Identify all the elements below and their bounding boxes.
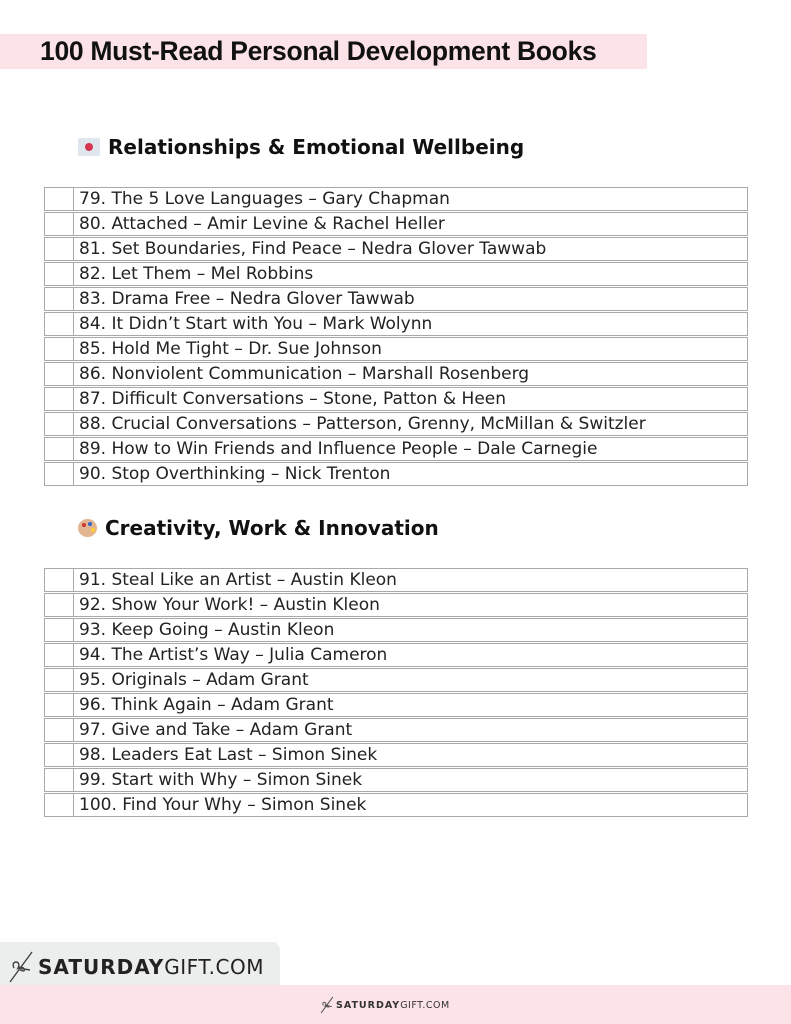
book-title: 100. Find Your Why – Simon Sinek xyxy=(73,793,748,817)
book-row xyxy=(44,212,748,236)
saturdaygift-logo-small[interactable]: SATURDAY GIFT.COM xyxy=(320,996,450,1014)
book-title: 85. Hold Me Tight – Dr. Sue Johnson xyxy=(73,337,748,361)
book-row xyxy=(44,412,748,436)
book-title: 90. Stop Overthinking – Nick Trenton xyxy=(73,462,748,486)
book-title: 93. Keep Going – Austin Kleon xyxy=(73,618,748,642)
book-title: 83. Drama Free – Nedra Glover Tawwab xyxy=(73,287,748,311)
checkbox[interactable] xyxy=(44,643,73,667)
book-row xyxy=(44,668,748,692)
book-row xyxy=(44,387,748,411)
book-row xyxy=(44,643,748,667)
book-title: 99. Start with Why – Simon Sinek xyxy=(73,768,748,792)
book-title: 88. Crucial Conversations – Patterson, Grenny, McMillan & Switzler xyxy=(73,412,748,436)
book-row xyxy=(44,337,748,361)
section-title: Creativity, Work & Innovation xyxy=(105,516,439,540)
book-row xyxy=(44,743,748,767)
book-title: 96. Think Again – Adam Grant xyxy=(73,693,748,717)
book-title: 86. Nonviolent Communication – Marshall Rosenberg xyxy=(73,362,748,386)
checkbox[interactable] xyxy=(44,568,73,592)
checkbox[interactable] xyxy=(44,593,73,617)
checkbox[interactable] xyxy=(44,618,73,642)
checkbox[interactable] xyxy=(44,337,73,361)
book-row xyxy=(44,262,748,286)
book-row xyxy=(44,568,748,592)
checkbox[interactable] xyxy=(44,412,73,436)
page-title: 100 Must-Read Personal Development Books xyxy=(40,36,597,66)
checkbox[interactable] xyxy=(44,793,73,817)
checkbox[interactable] xyxy=(44,768,73,792)
artist-palette-icon xyxy=(78,519,97,537)
section-heading-creativity xyxy=(78,516,439,540)
checkbox[interactable] xyxy=(44,387,73,411)
checkbox[interactable] xyxy=(44,718,73,742)
checkbox[interactable] xyxy=(44,187,73,211)
book-title: 97. Give and Take – Adam Grant xyxy=(73,718,748,742)
book-row xyxy=(44,718,748,742)
book-row xyxy=(44,362,748,386)
checkbox[interactable] xyxy=(44,743,73,767)
checkbox[interactable] xyxy=(44,462,73,486)
love-letter-icon xyxy=(78,138,100,156)
book-row xyxy=(44,187,748,211)
book-title: 94. The Artist’s Way – Julia Cameron xyxy=(73,643,748,667)
book-title: 89. How to Win Friends and Influence People – Dale Carnegie xyxy=(73,437,748,461)
book-row xyxy=(44,462,748,486)
book-title: 80. Attached – Amir Levine & Rachel Heller xyxy=(73,212,748,236)
checkbox[interactable] xyxy=(44,693,73,717)
book-row xyxy=(44,593,748,617)
checkbox[interactable] xyxy=(44,237,73,261)
checkbox[interactable] xyxy=(44,362,73,386)
book-checklist-relationships xyxy=(44,186,748,487)
checkbox[interactable] xyxy=(44,287,73,311)
saturdaygift-logo[interactable]: SATURDAY GIFT.COM xyxy=(8,950,264,984)
checkbox[interactable] xyxy=(44,668,73,692)
book-row xyxy=(44,618,748,642)
book-title: 84. It Didn’t Start with You – Mark Wolynn xyxy=(73,312,748,336)
book-row xyxy=(44,312,748,336)
book-title: 95. Originals – Adam Grant xyxy=(73,668,748,692)
checkbox[interactable] xyxy=(44,262,73,286)
section-heading-relationships xyxy=(78,135,524,159)
book-title: 87. Difficult Conversations – Stone, Patton & Heen xyxy=(73,387,748,411)
checkbox[interactable] xyxy=(44,437,73,461)
checkbox[interactable] xyxy=(44,312,73,336)
book-row xyxy=(44,237,748,261)
ribbon-icon xyxy=(320,996,336,1014)
checkbox[interactable] xyxy=(44,212,73,236)
book-row xyxy=(44,793,748,817)
book-title: 81. Set Boundaries, Find Peace – Nedra Glover Tawwab xyxy=(73,237,748,261)
book-checklist-creativity xyxy=(44,567,748,818)
book-title: 98. Leaders Eat Last – Simon Sinek xyxy=(73,743,748,767)
ribbon-icon xyxy=(8,950,38,984)
book-row xyxy=(44,437,748,461)
section-title: Relationships & Emotional Wellbeing xyxy=(108,135,525,159)
book-row xyxy=(44,693,748,717)
book-title: 79. The 5 Love Languages – Gary Chapman xyxy=(73,187,748,211)
book-row xyxy=(44,287,748,311)
book-row xyxy=(44,768,748,792)
book-title: 82. Let Them – Mel Robbins xyxy=(73,262,748,286)
book-title: 91. Steal Like an Artist – Austin Kleon xyxy=(73,568,748,592)
book-title: 92. Show Your Work! – Austin Kleon xyxy=(73,593,748,617)
